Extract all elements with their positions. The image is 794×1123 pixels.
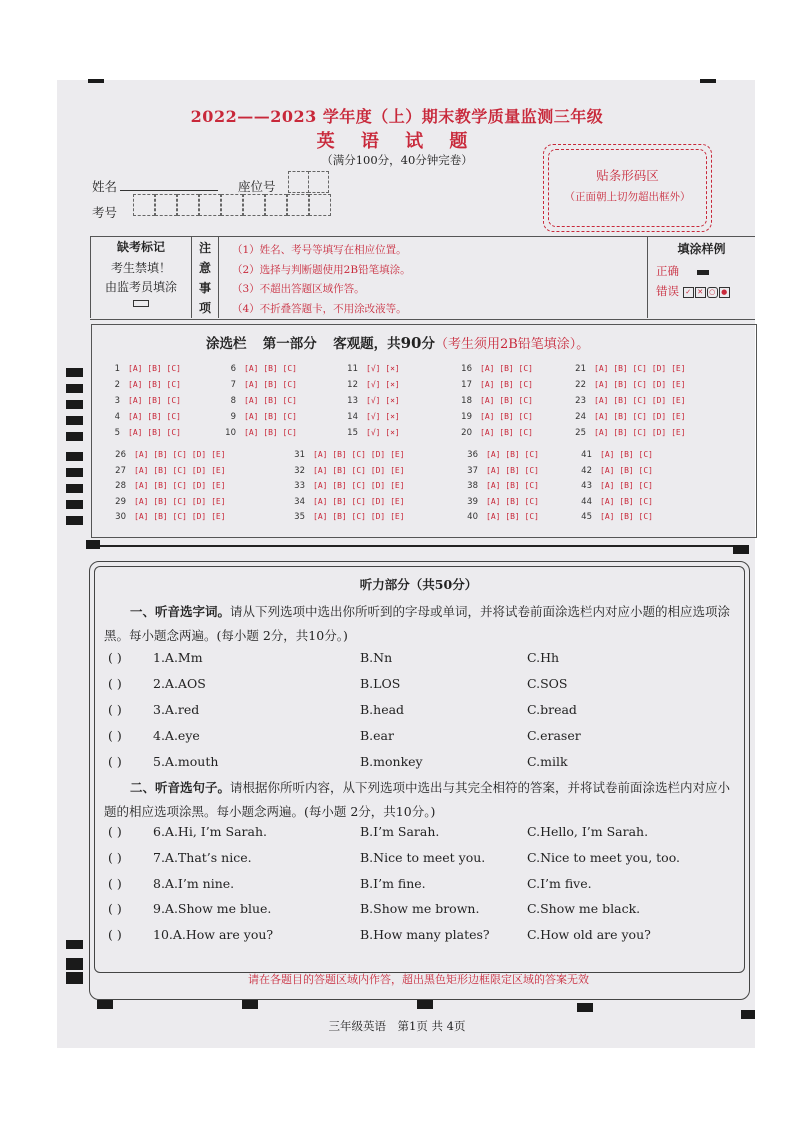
- omr-question-number: 42: [581, 465, 592, 476]
- option-a: 3.A.red: [153, 702, 200, 717]
- seat-box[interactable]: [288, 171, 309, 193]
- omr-question-row[interactable]: [285, 450, 405, 460]
- omr-question-row[interactable]: [106, 412, 181, 422]
- part2-text: 请根据你所听内容，从下列选项中选出与其完全相符的答案，并将试卷前面涂选栏内对应小题的相应选项涂黑。每小题念两遍。(每小题 2分，共10分。): [104, 780, 731, 819]
- omr-question-number: 10: [225, 428, 236, 438]
- omr-question-row[interactable]: [222, 412, 297, 422]
- notice-label: [192, 238, 218, 318]
- omr-options[interactable]: [A] [B] [C]: [486, 496, 539, 506]
- timing-mark: [66, 400, 83, 409]
- omr-question-number: 22: [575, 380, 586, 390]
- omr-options[interactable]: [A] [B] [C]: [244, 412, 297, 421]
- omr-question-number: 27: [115, 465, 126, 476]
- omr-question-row[interactable]: [106, 450, 226, 460]
- timing-mark: [66, 972, 83, 984]
- omr-question-number: 43: [581, 481, 592, 491]
- omr-heading-c: 客观题，共: [333, 336, 401, 352]
- option-a: 5.A.mouth: [153, 754, 219, 769]
- omr-options[interactable]: [A] [B] [C] [D] [E]: [594, 412, 686, 421]
- notice-char: 事: [198, 281, 211, 295]
- option-c: C.I’m five.: [527, 875, 592, 891]
- option-a: 8.A.I’m nine.: [153, 875, 235, 891]
- omr-options[interactable]: [√] [×]: [366, 396, 400, 405]
- notice-item: （4）不折叠答题卡，不用涂改液等。: [232, 302, 407, 315]
- omr-options[interactable]: [A] [B] [C]: [480, 412, 533, 421]
- seat-box[interactable]: [308, 171, 329, 193]
- part2-heading: 二、听音选句子。: [130, 780, 231, 795]
- option-b: B.How many plates?: [360, 927, 490, 943]
- option-c: C.How old are you?: [527, 927, 651, 943]
- fill-sample-panel: [648, 240, 755, 299]
- omr-question-row[interactable]: [458, 380, 533, 390]
- timing-mark: [66, 516, 83, 525]
- omr-options[interactable]: [A] [B] [C]: [128, 412, 181, 421]
- answer-bracket[interactable]: ( ): [108, 702, 122, 717]
- timing-mark: [66, 958, 83, 970]
- omr-question-row[interactable]: [106, 497, 226, 507]
- omr-question-row[interactable]: [222, 364, 297, 374]
- exam-title: 2022——2023 学年度（上）期末教学质量监测三年级: [190, 107, 604, 126]
- omr-heading-score: 90: [400, 334, 422, 352]
- timing-mark: [417, 1000, 433, 1009]
- omr-question-row[interactable]: [572, 481, 653, 491]
- omr-question-row[interactable]: [572, 364, 686, 374]
- omr-question-row[interactable]: [458, 466, 539, 476]
- omr-question-number: 16: [461, 364, 472, 374]
- omr-question-row[interactable]: [285, 512, 405, 522]
- omr-question-number: 9: [230, 412, 236, 422]
- omr-options[interactable]: [A] [B] [C]: [486, 512, 539, 521]
- timing-mark: [733, 545, 749, 554]
- exam-no-box[interactable]: [155, 194, 177, 216]
- omr-options[interactable]: [A] [B] [C] [D] [E]: [594, 364, 686, 373]
- exam-no-box[interactable]: [265, 194, 287, 216]
- omr-heading-a: 涂选栏: [206, 336, 247, 352]
- option-b: B.I’m Sarah.: [360, 824, 440, 839]
- omr-options[interactable]: [A] [B] [C]: [486, 465, 539, 475]
- option-c: C.eraser: [527, 728, 581, 743]
- notice-item: （1）姓名、考号等填写在相应位置。: [232, 244, 407, 256]
- omr-options[interactable]: [√] [×]: [366, 412, 400, 421]
- omr-question-number: 17: [461, 380, 472, 390]
- omr-question-number: 24: [575, 412, 586, 422]
- omr-question-row[interactable]: [222, 428, 297, 438]
- timing-mark: [242, 1000, 258, 1009]
- absent-bubble[interactable]: [133, 300, 149, 307]
- omr-options[interactable]: [A] [B] [C] [D] [E]: [313, 496, 405, 506]
- exam-no-box[interactable]: [243, 194, 265, 216]
- option-b: B.Nice to meet you.: [360, 849, 486, 865]
- omr-question-number: 25: [575, 428, 586, 438]
- omr-options[interactable]: [A] [B] [C]: [600, 465, 653, 475]
- answer-bracket[interactable]: ( ): [108, 849, 122, 865]
- omr-options[interactable]: [A] [B] [C] [D] [E]: [134, 465, 226, 475]
- timing-mark: [66, 500, 83, 509]
- omr-question-row[interactable]: [285, 481, 405, 491]
- omr-question-number: 44: [581, 496, 592, 507]
- omr-question-row[interactable]: [458, 428, 533, 438]
- answer-bracket[interactable]: ( ): [108, 754, 122, 769]
- section-divider: [100, 545, 733, 547]
- omr-question-number: 23: [575, 396, 586, 406]
- omr-question-number: 28: [115, 481, 126, 491]
- omr-options[interactable]: [A] [B] [C]: [128, 380, 181, 389]
- notice-item: （3）不超出答题区域作答。: [232, 283, 365, 295]
- check-mark-icon: ✓: [683, 287, 694, 298]
- omr-question-number: 41: [581, 450, 592, 460]
- omr-question-row[interactable]: [458, 481, 539, 491]
- dot-mark-icon: ●: [719, 287, 730, 298]
- barcode-title: 贴条形码区: [596, 168, 659, 183]
- omr-question-row[interactable]: [572, 380, 686, 390]
- omr-question-number: 36: [467, 450, 478, 460]
- omr-options[interactable]: [A] [B] [C]: [480, 364, 533, 373]
- absent-line2: 由监考员填涂: [104, 280, 177, 294]
- option-b: B.monkey: [360, 754, 423, 769]
- option-b: B.Nn: [360, 650, 393, 665]
- exam-no-box[interactable]: [221, 194, 243, 216]
- timing-mark: [66, 468, 83, 477]
- omr-options[interactable]: [A] [B] [C]: [244, 380, 297, 389]
- omr-options[interactable]: [A] [B] [C]: [128, 428, 181, 437]
- omr-question-number: 30: [115, 512, 126, 522]
- omr-options[interactable]: [√] [×]: [366, 380, 400, 389]
- omr-question-number: 45: [581, 512, 592, 522]
- timing-mark: [86, 540, 100, 549]
- absent-mark-panel: [91, 238, 191, 307]
- answer-bracket[interactable]: ( ): [108, 901, 122, 917]
- omr-question-number: 39: [467, 496, 478, 507]
- omr-options[interactable]: [A] [B] [C] [D] [E]: [134, 512, 226, 521]
- omr-heading: [206, 332, 589, 352]
- omr-question-row[interactable]: [572, 512, 653, 522]
- omr-question-number: 32: [294, 465, 305, 476]
- exam-no-box[interactable]: [199, 194, 221, 216]
- omr-options[interactable]: [A] [B] [C] [D] [E]: [594, 428, 686, 437]
- name-field[interactable]: [120, 190, 218, 191]
- omr-options[interactable]: [A] [B] [C]: [244, 396, 297, 405]
- option-a: 9.A.Show me blue.: [153, 901, 272, 917]
- timing-mark: [66, 384, 83, 393]
- timing-mark: [66, 940, 83, 949]
- omr-question-number: 15: [347, 428, 358, 438]
- seat-label: 座位号: [238, 179, 276, 194]
- omr-options[interactable]: [A] [B] [C] [D] [E]: [313, 465, 405, 475]
- notice-char: 注: [198, 241, 211, 255]
- answer-bracket[interactable]: ( ): [108, 676, 122, 691]
- notice-items: [232, 241, 411, 319]
- answer-bracket[interactable]: ( ): [108, 927, 122, 943]
- sample-wrong-label: 错误: [656, 284, 679, 298]
- omr-question-row[interactable]: [106, 428, 181, 438]
- omr-question-number: 20: [461, 428, 472, 438]
- timing-mark: [66, 368, 83, 377]
- option-c: C.milk: [527, 754, 568, 769]
- omr-question-number: 38: [467, 481, 478, 491]
- omr-question-row[interactable]: [106, 364, 181, 374]
- omr-options[interactable]: [A] [B] [C]: [600, 450, 653, 459]
- listening-title: 听力部分（共50分）: [359, 577, 478, 592]
- omr-question-number: 33: [294, 481, 305, 491]
- omr-question-row[interactable]: [106, 396, 181, 406]
- omr-question-row[interactable]: [344, 380, 400, 390]
- exam-no-box[interactable]: [309, 194, 331, 216]
- omr-options[interactable]: [A] [B] [C]: [486, 450, 539, 459]
- exam-no-label: 考号: [92, 205, 118, 220]
- omr-question-number: 18: [461, 396, 472, 406]
- omr-options[interactable]: [A] [B] [C]: [480, 396, 533, 405]
- omr-options[interactable]: [A] [B] [C]: [486, 481, 539, 490]
- omr-question-number: 29: [115, 496, 126, 507]
- omr-options[interactable]: [A] [B] [C] [D] [E]: [313, 481, 405, 490]
- omr-question-row[interactable]: [572, 412, 686, 422]
- timing-mark: [66, 416, 83, 425]
- omr-question-number: 19: [461, 412, 472, 422]
- option-c: C.Hello, I’m Sarah.: [527, 824, 649, 839]
- exam-no-box[interactable]: [177, 194, 199, 216]
- answer-area-warning: 请在各题目的答题区域内作答，超出黑色矩形边框限定区域的答案无效: [248, 973, 589, 986]
- part1-instructions: [104, 600, 738, 648]
- option-c: C.bread: [527, 702, 577, 717]
- omr-question-row[interactable]: [572, 466, 653, 476]
- omr-question-number: 4: [114, 412, 120, 422]
- filled-bubble-icon: [697, 270, 709, 275]
- option-b: B.head: [360, 702, 405, 717]
- option-a: 1.A.Mm: [153, 650, 203, 665]
- omr-options[interactable]: [√] [×]: [366, 428, 400, 437]
- part2-instructions: [104, 776, 738, 824]
- omr-question-row[interactable]: [458, 497, 539, 507]
- answer-bracket[interactable]: ( ): [108, 650, 122, 665]
- omr-options[interactable]: [A] [B] [C]: [244, 428, 297, 437]
- omr-question-number: 40: [467, 512, 478, 522]
- omr-question-number: 37: [467, 465, 478, 476]
- omr-question-row[interactable]: [285, 497, 405, 507]
- omr-question-row[interactable]: [572, 428, 686, 438]
- omr-question-row[interactable]: [344, 364, 400, 374]
- absent-line1: 考生禁填！: [110, 261, 171, 275]
- notice-item: （2）选择与判断题使用2B铅笔填涂。: [232, 263, 411, 276]
- omr-heading-d: 分: [421, 336, 435, 352]
- omr-heading-b: 第一部分: [262, 336, 317, 352]
- omr-question-row[interactable]: [106, 466, 226, 476]
- page-footer: 三年级英语 第1页 共 4页: [328, 1019, 466, 1033]
- option-b: B.Show me brown.: [360, 901, 480, 917]
- answer-bracket[interactable]: ( ): [108, 728, 122, 743]
- option-b: B.I’m fine.: [360, 875, 426, 891]
- omr-question-row[interactable]: [572, 497, 653, 507]
- omr-question-number: 14: [347, 412, 358, 422]
- omr-question-number: 26: [115, 450, 126, 460]
- timing-mark: [700, 79, 716, 83]
- omr-question-number: 1: [114, 364, 120, 374]
- omr-options[interactable]: [A] [B] [C] [D] [E]: [134, 481, 226, 490]
- omr-question-row[interactable]: [106, 380, 181, 390]
- timing-mark: [66, 432, 83, 441]
- omr-question-number: 8: [230, 396, 236, 406]
- omr-options[interactable]: [A] [B] [C]: [244, 364, 297, 373]
- timing-mark: [577, 1003, 593, 1012]
- option-a: 7.A.That’s nice.: [153, 849, 252, 865]
- omr-question-number: 31: [294, 450, 305, 460]
- sample-correct-label: 正确: [656, 264, 679, 278]
- answer-bracket[interactable]: ( ): [108, 875, 122, 891]
- omr-question-row[interactable]: [572, 396, 686, 406]
- option-b: B.ear: [360, 728, 394, 743]
- omr-question-row[interactable]: [572, 450, 653, 460]
- barcode-area: [543, 144, 712, 232]
- timing-mark: [66, 452, 83, 461]
- part1-text: 请从下列选项中选出你所听到的字母或单词，并将试卷前面涂选栏内对应小题的相应选项涂黑。每小题念两遍。(每小题 2分，共10分。): [104, 604, 731, 643]
- omr-options[interactable]: [A] [B] [C]: [480, 380, 533, 389]
- timing-mark: [97, 1000, 113, 1009]
- omr-question-row[interactable]: [344, 428, 400, 438]
- omr-question-number: 6: [230, 364, 236, 374]
- answer-bracket[interactable]: ( ): [108, 824, 122, 839]
- omr-question-row[interactable]: [106, 512, 226, 522]
- omr-question-number: 3: [114, 396, 120, 406]
- exam-subject: 英 语 试 题: [316, 131, 478, 152]
- omr-question-row[interactable]: [344, 396, 400, 406]
- omr-question-row[interactable]: [458, 396, 533, 406]
- exam-note: （满分100分，40分钟完卷）: [321, 153, 473, 167]
- omr-options[interactable]: [A] [B] [C] [D] [E]: [313, 512, 405, 521]
- exam-no-box[interactable]: [287, 194, 309, 216]
- sample-title: 填涂样例: [677, 242, 726, 256]
- option-a: 2.A.AOS: [153, 676, 206, 691]
- omr-question-number: 35: [294, 512, 305, 522]
- omr-options[interactable]: [A] [B] [C] [D] [E]: [313, 450, 405, 459]
- omr-question-row[interactable]: [344, 412, 400, 422]
- timing-mark: [66, 484, 83, 493]
- exam-no-box[interactable]: [133, 194, 155, 216]
- omr-question-number: 13: [347, 396, 358, 406]
- option-c: C.SOS: [527, 676, 568, 691]
- option-a: 4.A.eye: [153, 728, 200, 743]
- omr-question-number: 7: [230, 380, 236, 390]
- omr-question-row[interactable]: [458, 364, 533, 374]
- omr-options[interactable]: [A] [B] [C]: [128, 364, 181, 373]
- option-a: 6.A.Hi, I’m Sarah.: [153, 824, 267, 839]
- part1-heading: 一、听音选字词。: [130, 604, 231, 619]
- omr-question-row[interactable]: [106, 481, 226, 491]
- circle-mark-icon: ○: [707, 287, 718, 298]
- timing-mark: [88, 79, 104, 83]
- omr-question-number: 21: [575, 364, 586, 374]
- cross-mark-icon: ✕: [695, 287, 706, 298]
- omr-options[interactable]: [A] [B] [C]: [600, 512, 653, 521]
- notice-char: 意: [198, 261, 211, 275]
- omr-question-number: 5: [114, 428, 120, 438]
- option-c: C.Show me black.: [527, 901, 641, 917]
- omr-question-row[interactable]: [222, 380, 297, 390]
- notice-char: 项: [198, 301, 211, 315]
- barcode-note: （正面朝上切勿超出框外）: [564, 191, 691, 203]
- omr-question-row[interactable]: [458, 450, 539, 460]
- omr-question-number: 12: [347, 380, 358, 390]
- omr-options[interactable]: [A] [B] [C] [D] [E]: [594, 396, 686, 405]
- option-b: B.LOS: [360, 676, 401, 691]
- name-label: 姓名: [92, 179, 118, 194]
- omr-question-row[interactable]: [458, 412, 533, 422]
- absent-title: 缺考标记: [116, 240, 165, 254]
- option-a: 10.A.How are you?: [153, 927, 274, 943]
- omr-options[interactable]: [A] [B] [C] [D] [E]: [134, 496, 226, 506]
- omr-options[interactable]: [A] [B] [C]: [480, 428, 533, 437]
- omr-options[interactable]: [A] [B] [C]: [600, 481, 653, 490]
- option-c: C.Hh: [527, 650, 560, 665]
- option-c: C.Nice to meet you, too.: [527, 849, 680, 865]
- omr-options[interactable]: [A] [B] [C]: [600, 496, 653, 506]
- omr-question-number: 2: [114, 380, 120, 390]
- omr-question-row[interactable]: [222, 396, 297, 406]
- omr-question-number: 11: [347, 364, 358, 374]
- omr-question-number: 34: [294, 496, 305, 507]
- omr-options[interactable]: [A] [B] [C] [D] [E]: [594, 380, 686, 389]
- omr-question-row[interactable]: [285, 466, 405, 476]
- omr-options[interactable]: [A] [B] [C]: [128, 396, 181, 405]
- omr-question-row[interactable]: [458, 512, 539, 522]
- omr-options[interactable]: [A] [B] [C] [D] [E]: [134, 450, 226, 459]
- omr-heading-note: （考生须用2B铅笔填涂）。: [434, 337, 590, 352]
- omr-options[interactable]: [√] [×]: [366, 364, 400, 373]
